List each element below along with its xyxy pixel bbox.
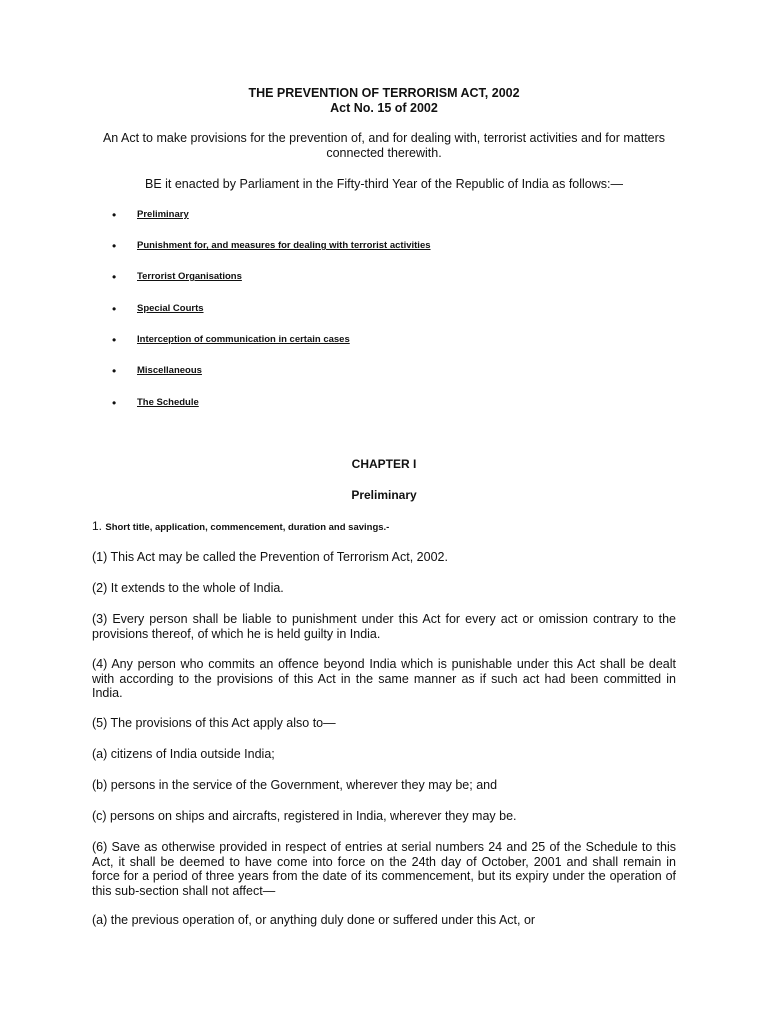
toc-link-miscellaneous[interactable]: Miscellaneous [137,365,202,376]
chapter-name: Preliminary [351,488,417,502]
bullet-icon: • [112,270,117,284]
act-title: THE PREVENTION OF TERRORISM ACT, 2002 [248,86,520,100]
toc-item [112,333,350,347]
paragraph-4: (4) Any person who commits an offence beyond India which is punishable under this Act shall be dealt with according to the provisions of this Act in the same manner as if such act had been committed in India. [92,657,676,700]
toc-item [112,364,202,378]
toc-item [112,270,242,284]
paragraph-2: (2) It extends to the whole of India. [92,581,284,595]
bullet-icon: • [112,396,117,410]
toc-link-schedule[interactable]: The Schedule [137,397,199,408]
toc-item [112,302,204,316]
bullet-icon: • [112,364,117,378]
chapter-number: CHAPTER I [351,457,417,471]
section-heading [92,519,389,535]
paragraph-1: (1) This Act may be called the Prevention of Terrorism Act, 2002. [92,550,448,564]
paragraph-5c: (c) persons on ships and aircrafts, registered in India, wherever they may be. [92,809,517,823]
toc-link-punishment[interactable]: Punishment for, and measures for dealing with terrorist activities [137,240,431,251]
paragraph-5: (5) The provisions of this Act apply also to— [92,716,336,730]
toc-link-special-courts[interactable]: Special Courts [137,303,204,314]
act-number: Act No. 15 of 2002 [330,101,438,115]
preamble-line-2: connected therewith. [326,146,442,160]
preamble-line-1: An Act to make provisions for the prevention of, and for dealing with, terrorist activities and for matters [102,131,666,145]
section-title: Short title, application, commencement, duration and savings.- [105,522,390,533]
paragraph-6: (6) Save as otherwise provided in respect of entries at serial numbers 24 and 25 of the Schedule to this Act, it shall be deemed to have come into force on the 24th day of October, 2001 and shall remain in force for a period of three years from the date of its commencement, but its expiry under the operation of this sub-section shall not affect— [92,840,676,898]
toc-item [112,208,189,222]
bullet-icon: • [112,333,117,347]
bullet-icon: • [112,208,117,222]
toc-item [112,396,199,410]
paragraph-3: (3) Every person shall be liable to punishment under this Act for every act or omission contrary to the provisions thereof, of which he is held guilty in India. [92,612,676,641]
toc-link-preliminary[interactable]: Preliminary [137,209,189,220]
paragraph-5b: (b) persons in the service of the Government, wherever they may be; and [92,778,498,792]
toc-item [112,239,431,253]
bullet-icon: • [112,239,117,253]
paragraph-5a: (a) citizens of India outside India; [92,747,275,761]
bullet-icon: • [112,302,117,316]
toc-link-interception[interactable]: Interception of communication in certain cases [137,334,350,345]
enactment-clause: BE it enacted by Parliament in the Fifty-third Year of the Republic of India as follows:— [144,177,624,191]
paragraph-6a: (a) the previous operation of, or anything duly done or suffered under this Act, or [92,913,536,927]
section-number: 1. [92,519,103,533]
toc-link-terrorist-organisations[interactable]: Terrorist Organisations [137,271,242,282]
